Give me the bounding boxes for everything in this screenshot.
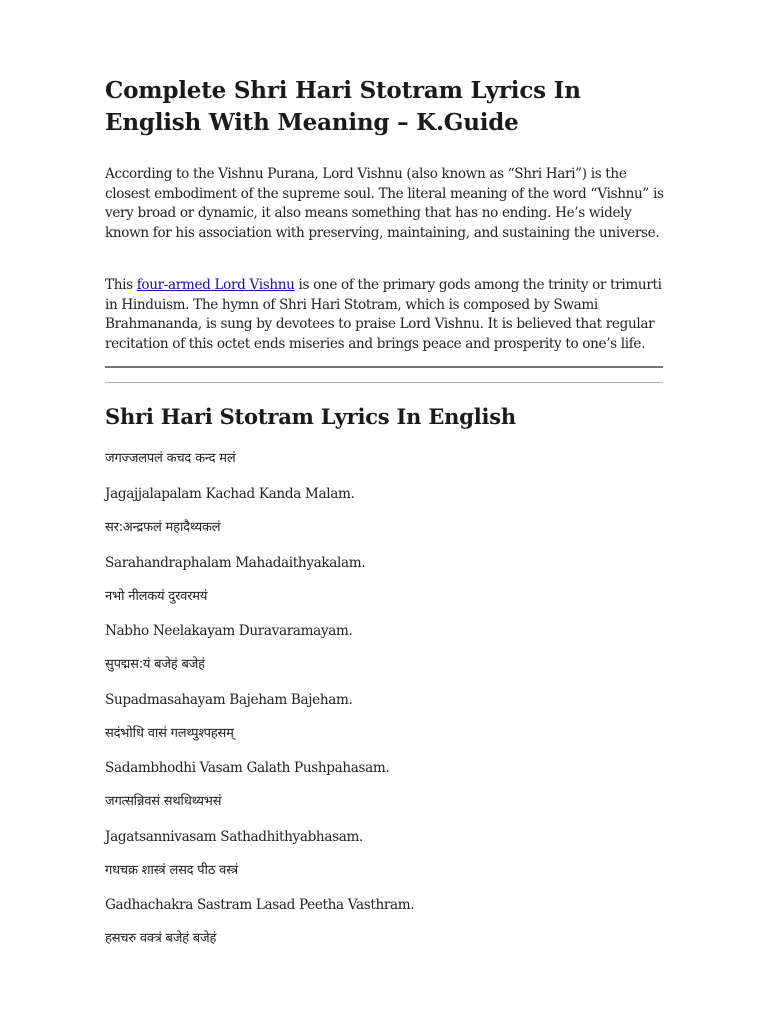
article-title: Complete Shri Hari Stotram Lyrics In English With Meaning – K.Guide (105, 77, 581, 136)
lyric-line-transliteration: Sarahandraphalam Mahadaithyakalam. (105, 555, 366, 571)
lyric-line-transliteration: Nabho Neelakayam Duravaramayam. (105, 623, 353, 639)
lyric-line-transliteration: Gadhachakra Sastram Lasad Peetha Vasthram. (105, 897, 415, 913)
divider-thick (105, 366, 663, 368)
lyric-line-devanagari: हसचरु वक्त्रं बजेहं बजेहं (105, 931, 217, 946)
second-paragraph (105, 276, 667, 354)
lyric-line-transliteration: Jagatsannivasam Sathadhithyabhasam. (105, 829, 363, 845)
lyrics-heading: Shri Hari Stotram Lyrics In English (105, 404, 516, 429)
lyric-line-devanagari: गधचक्र शास्त्रं लसद पीठ वस्त्रं (105, 863, 238, 878)
paragraph-text-after-link: is one of the primary gods among the trinity or trimurti in Hinduism. The hymn of Shri Hari Stotram, which is composed by Swami Brahmananda, is sung by devotees to praise Lord Vishnu. It is believed that regular recitation of this octet ends miseries and brings peace and prosperity to one’s life. (105, 277, 662, 352)
lyric-line-devanagari: सदंभोधि वासं गलथ्पुश्पहसम् (105, 726, 234, 741)
lyric-line-devanagari: सर:अन्द्रफलं महादैथ्यकलं (105, 520, 221, 535)
intro-paragraph: According to the Vishnu Purana, Lord Vishnu (also known as “Shri Hari”) is the closest embodiment of the supreme soul. The literal meaning of the word “Vishnu” is very broad or dynamic, it also means something that has no ending. He’s widely known for his association with preserving, maintaining, and sustaining the universe. (105, 166, 664, 241)
lyric-line-transliteration: Jagajjalapalam Kachad Kanda Malam. (105, 486, 355, 502)
lyric-line-devanagari: जगत्सन्निवसं सथधिथ्यभसं (105, 794, 222, 809)
divider-thin (105, 382, 663, 383)
paragraph-text-before-link: This (105, 277, 137, 293)
lyric-line-devanagari: जगज्जलपलं कचद कन्द मलं (105, 451, 236, 466)
four-armed-lord-vishnu-link[interactable]: four-armed Lord Vishnu (136, 277, 295, 293)
lyric-line-devanagari: नभो नीलकयं दुरवरमयं (105, 589, 208, 604)
lyric-line-devanagari: सुपद्मस:यं बजेहं बजेहं (105, 657, 205, 672)
lyric-line-transliteration: Supadmasahayam Bajeham Bajeham. (105, 692, 353, 708)
lyric-line-transliteration: Sadambhodhi Vasam Galath Pushpahasam. (105, 760, 390, 776)
